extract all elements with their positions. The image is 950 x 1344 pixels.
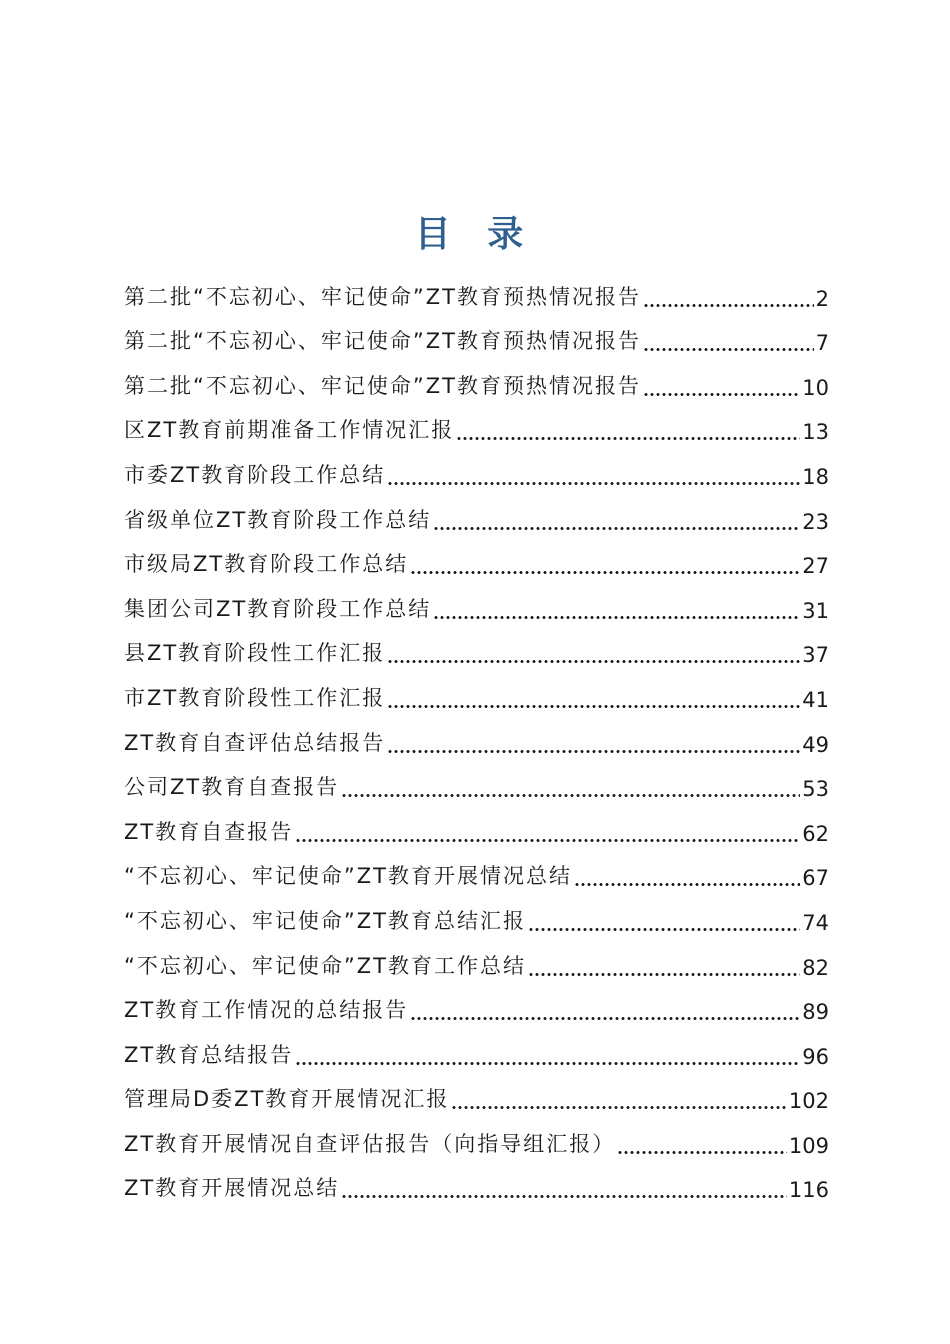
toc-entry[interactable] [124,986,829,1031]
toc-dot-leader [643,393,800,396]
toc-list [124,272,829,1208]
toc-entry-title: 第二批“不忘初心、牢记使命”ZT教育预热情况报告 [124,284,641,309]
toc-entry[interactable] [124,718,829,763]
toc-dot-leader [341,1195,787,1198]
toc-dot-leader [387,482,800,485]
toc-entry-title: 省级单位ZT教育阶段工作总结 [124,507,432,532]
toc-entry[interactable] [124,896,829,941]
toc-entry-page-number: 67 [802,866,829,891]
toc-entry-page-number: 23 [802,509,829,534]
toc-entry[interactable] [124,807,829,852]
toc-entry-page-number: 2 [815,286,829,311]
toc-entry-title: 集团公司ZT教育阶段工作总结 [124,596,432,621]
toc-dot-leader [643,348,814,351]
toc-entry-page-number: 62 [802,821,829,846]
toc-dot-leader [433,527,800,530]
toc-dot-leader [410,571,800,574]
toc-entry-page-number: 10 [802,375,829,400]
toc-dot-leader [456,437,800,440]
toc-entry[interactable] [124,361,829,406]
toc-entry-page-number: 116 [788,1178,829,1203]
toc-entry[interactable] [124,852,829,897]
toc-entry-page-number: 27 [802,554,829,579]
toc-entry-title: ZT教育开展情况总结 [124,1176,340,1201]
toc-dot-leader [410,1017,800,1020]
toc-entry[interactable] [124,1030,829,1075]
toc-entry-title: 区ZT教育前期准备工作情况汇报 [124,418,455,443]
toc-dot-leader [387,705,800,708]
toc-entry-title: 第二批“不忘初心、牢记使命”ZT教育预热情况报告 [124,329,641,354]
toc-entry[interactable] [124,495,829,540]
toc-title: 目 录 [414,213,536,255]
toc-entry[interactable] [124,540,829,585]
toc-entry[interactable] [124,1075,829,1120]
toc-entry-title: ZT教育自查评估总结报告 [124,730,386,755]
toc-entry[interactable] [124,1164,829,1209]
toc-entry-title: ZT教育开展情况自查评估报告（向指导组汇报） [124,1131,616,1156]
toc-entry-title: “不忘初心、牢记使命”ZT教育工作总结 [124,953,526,978]
toc-dot-leader [643,304,814,307]
toc-entry-title: 管理局D委ZT教育开展情况汇报 [124,1087,450,1112]
toc-entry-title: “不忘初心、牢记使命”ZT教育开展情况总结 [124,864,572,889]
toc-dot-leader [387,660,800,663]
toc-dot-leader [574,883,800,886]
toc-entry-title: ZT教育自查报告 [124,819,294,844]
toc-dot-leader [295,839,800,842]
toc-entry-page-number: 109 [788,1133,829,1158]
toc-entry[interactable] [124,763,829,808]
toc-entry-page-number: 18 [802,464,829,489]
toc-entry[interactable] [124,317,829,362]
toc-entry-page-number: 13 [802,420,829,445]
toc-dot-leader [451,1106,787,1109]
toc-dot-leader [341,794,800,797]
toc-entry-page-number: 31 [802,598,829,623]
toc-entry-title: 第二批“不忘初心、牢记使命”ZT教育预热情况报告 [124,373,641,398]
toc-entry-page-number: 89 [802,1000,829,1025]
toc-entry-title: 市级局ZT教育阶段工作总结 [124,552,409,577]
toc-entry-page-number: 102 [788,1089,829,1114]
toc-dot-leader [617,1151,787,1154]
toc-entry-title: 公司ZT教育自查报告 [124,775,340,800]
toc-entry-title: “不忘初心、牢记使命”ZT教育总结汇报 [124,908,526,933]
toc-dot-leader [528,973,800,976]
toc-entry[interactable] [124,941,829,986]
toc-entry[interactable] [124,673,829,718]
toc-entry-page-number: 74 [802,910,829,935]
toc-entry[interactable] [124,272,829,317]
toc-entry-page-number: 41 [802,687,829,712]
toc-entry-title: 县ZT教育阶段性工作汇报 [124,641,386,666]
toc-entry-title: 市委ZT教育阶段工作总结 [124,462,386,487]
toc-entry[interactable] [124,406,829,451]
toc-entry-title: ZT教育工作情况的总结报告 [124,998,409,1023]
toc-entry-page-number: 82 [802,955,829,980]
toc-dot-leader [295,1062,800,1065]
toc-entry[interactable] [124,584,829,629]
toc-entry[interactable] [124,1119,829,1164]
toc-entry[interactable] [124,450,829,495]
toc-entry-page-number: 7 [815,331,829,356]
toc-entry-page-number: 96 [802,1044,829,1069]
toc-dot-leader [433,616,800,619]
toc-entry[interactable] [124,629,829,674]
toc-entry-title: 市ZT教育阶段性工作汇报 [124,685,386,710]
toc-dot-leader [387,750,800,753]
toc-entry-page-number: 49 [802,732,829,757]
toc-entry-title: ZT教育总结报告 [124,1042,294,1067]
toc-dot-leader [528,928,800,931]
toc-entry-page-number: 53 [802,777,829,802]
toc-entry-page-number: 37 [802,643,829,668]
